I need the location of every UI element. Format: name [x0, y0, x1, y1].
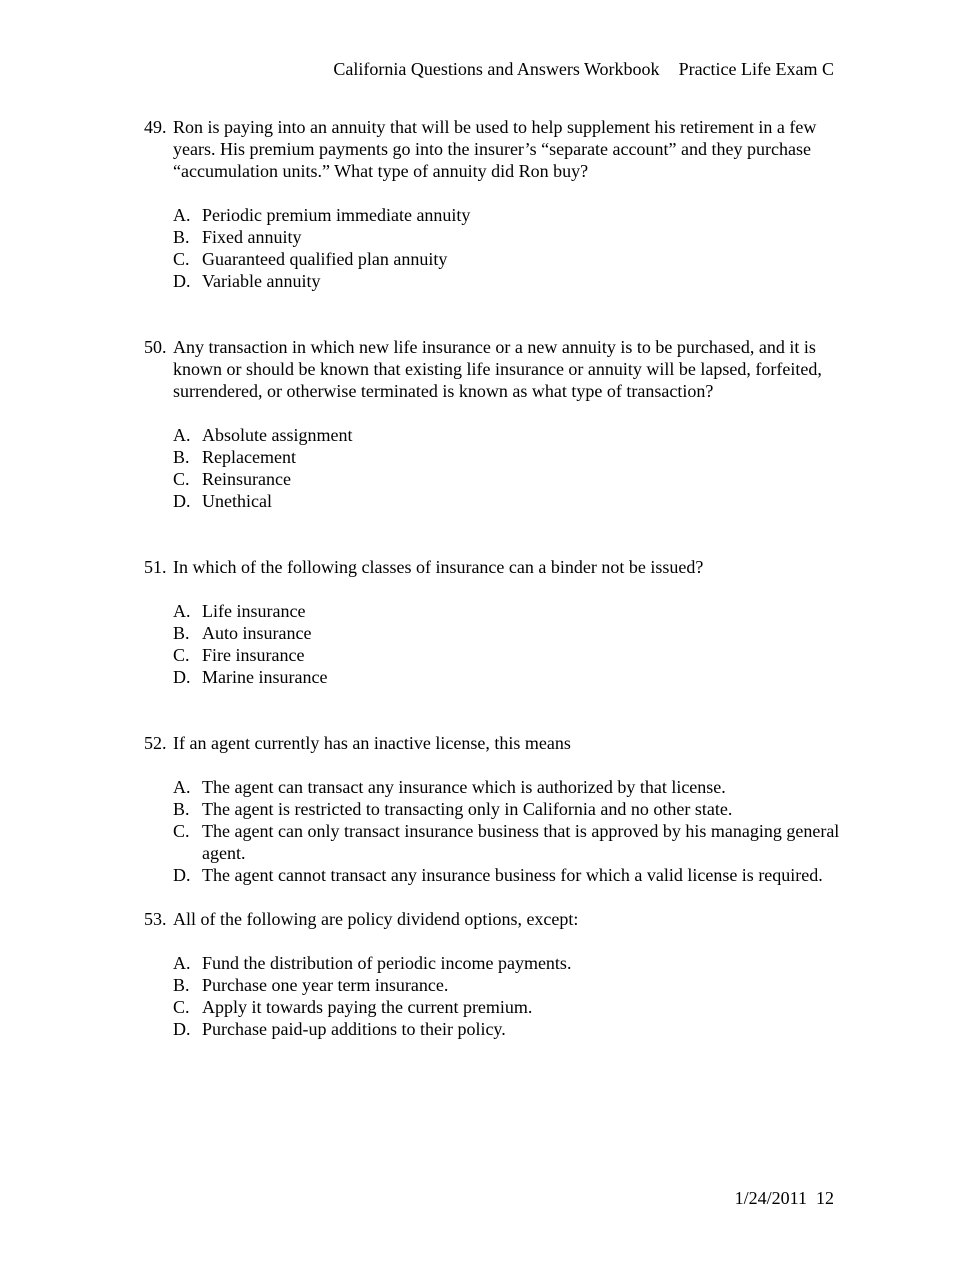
option-text: Reinsurance	[202, 469, 291, 489]
option-text: Apply it towards paying the current premium.	[202, 997, 533, 1017]
question-49	[144, 116, 844, 292]
answer-option-b	[173, 226, 844, 248]
question-number: 50.	[144, 337, 167, 357]
option-text: Absolute assignment	[202, 425, 353, 445]
option-text: Unethical	[202, 491, 272, 511]
answer-option-d	[173, 490, 844, 512]
page-header	[333, 58, 834, 80]
option-text: Fire insurance	[202, 645, 305, 665]
answer-options	[173, 952, 844, 1040]
question-51	[144, 556, 844, 688]
answer-option-a	[173, 952, 844, 974]
option-letter: B.	[173, 227, 190, 247]
option-text: Fund the distribution of periodic income payments.	[202, 953, 572, 973]
answer-option-d	[173, 666, 844, 688]
option-text: Marine insurance	[202, 667, 328, 687]
question-50	[144, 336, 844, 512]
answer-option-d	[173, 1018, 844, 1040]
option-letter: D.	[173, 1019, 191, 1039]
answer-option-a	[173, 600, 844, 622]
answer-options	[173, 204, 844, 292]
question-stem	[144, 336, 844, 402]
answer-option-c	[173, 248, 844, 270]
option-text: Auto insurance	[202, 623, 312, 643]
page-number: 12	[816, 1188, 834, 1208]
answer-option-b	[173, 974, 844, 996]
answer-option-c	[173, 468, 844, 490]
option-letter: D.	[173, 491, 191, 511]
answer-option-c	[173, 996, 844, 1018]
option-letter: B.	[173, 623, 190, 643]
question-stem	[144, 116, 844, 182]
answer-option-d	[173, 270, 844, 292]
question-stem	[144, 732, 844, 754]
option-letter: A.	[173, 601, 191, 621]
option-text: Purchase paid-up additions to their policy.	[202, 1019, 506, 1039]
question-number: 51.	[144, 557, 167, 577]
answer-options	[173, 600, 844, 688]
answer-option-b	[173, 798, 844, 820]
answer-option-c	[173, 820, 844, 864]
option-letter: A.	[173, 777, 191, 797]
question-53	[144, 908, 844, 1040]
option-letter: B.	[173, 975, 190, 995]
option-text: Life insurance	[202, 601, 306, 621]
question-number: 52.	[144, 733, 167, 753]
option-letter: D.	[173, 667, 191, 687]
answer-options	[173, 424, 844, 512]
question-52	[144, 732, 844, 886]
option-letter: A.	[173, 953, 191, 973]
option-text: The agent cannot transact any insurance business for which a valid license is required.	[202, 865, 823, 885]
answer-option-b	[173, 622, 844, 644]
option-text: The agent is restricted to transacting only in California and no other state.	[202, 799, 733, 819]
option-letter: C.	[173, 645, 190, 665]
answer-option-d	[173, 864, 844, 886]
question-number: 53.	[144, 909, 167, 929]
option-text: Replacement	[202, 447, 296, 467]
option-letter: D.	[173, 865, 191, 885]
option-letter: A.	[173, 205, 191, 225]
option-letter: C.	[173, 821, 190, 841]
option-letter: B.	[173, 447, 190, 467]
answer-option-a	[173, 204, 844, 226]
question-text: In which of the following classes of insurance can a binder not be issued?	[173, 557, 704, 577]
option-letter: A.	[173, 425, 191, 445]
answer-option-a	[173, 424, 844, 446]
option-text: Guaranteed qualified plan annuity	[202, 249, 448, 269]
page-footer	[735, 1187, 834, 1209]
question-text: Any transaction in which new life insurance or a new annuity is to be purchased, and it is known or should be known that existing life insurance or annuity will be lapsed, forfeited, surrendered, or otherwise terminated is known as what type of transaction?	[173, 337, 822, 401]
option-letter: C.	[173, 997, 190, 1017]
option-text: Purchase one year term insurance.	[202, 975, 449, 995]
question-stem	[144, 908, 844, 930]
option-text: Fixed annuity	[202, 227, 302, 247]
option-text: Variable annuity	[202, 271, 321, 291]
workbook-title: California Questions and Answers Workbook	[333, 59, 660, 79]
question-text: Ron is paying into an annuity that will be used to help supplement his retirement in a few years. His premium payments go into the insurer’s “separate account” and they purchase “accumulation units.” What type of annuity did Ron buy?	[173, 117, 817, 181]
answer-options	[173, 776, 844, 886]
option-letter: C.	[173, 469, 190, 489]
option-text: The agent can transact any insurance which is authorized by that license.	[202, 777, 726, 797]
question-stem	[144, 556, 844, 578]
option-text: Periodic premium immediate annuity	[202, 205, 471, 225]
option-letter: C.	[173, 249, 190, 269]
option-text: The agent can only transact insurance business that is approved by his managing general agent.	[202, 821, 840, 863]
answer-option-c	[173, 644, 844, 666]
question-text: If an agent currently has an inactive license, this means	[173, 733, 571, 753]
question-text: All of the following are policy dividend options, except:	[173, 909, 579, 929]
question-number: 49.	[144, 117, 167, 137]
exam-title: Practice Life Exam C	[678, 59, 834, 79]
option-letter: D.	[173, 271, 191, 291]
answer-option-a	[173, 776, 844, 798]
option-letter: B.	[173, 799, 190, 819]
answer-option-b	[173, 446, 844, 468]
footer-date: 1/24/2011	[734, 1188, 807, 1208]
question-list	[144, 116, 844, 1040]
